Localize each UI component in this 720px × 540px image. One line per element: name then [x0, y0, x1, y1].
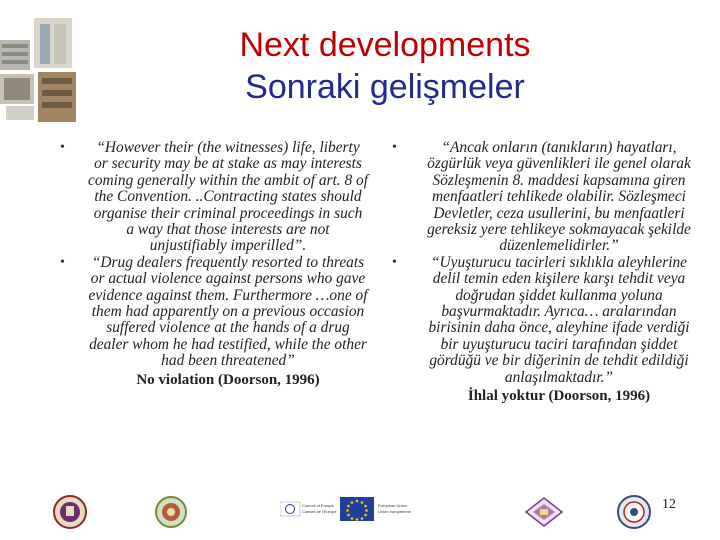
- english-quote-text: “Drug dealers frequently resorted to threats or actual violence against persons who gave evidence against them. Furthermore …one of them had apparently on a previous occasion suffered violence at the hands of a drug dealer whom he had testified, while the other had been threatened”: [88, 253, 368, 370]
- title-turkish: Sonraki gelişmeler: [245, 68, 525, 106]
- bullet-icon: •: [392, 140, 397, 155]
- turkish-column: [392, 139, 700, 405]
- police-emblem-icon: [616, 494, 652, 535]
- turkish-quote-text: “Uyuşturucu tacirleri sıklıkla aleyhlerine delil temin eden kişilere karşı tehdit veya doğrudan şiddet kullanma yoluna başvurmaktadır. Ayrıca… aralarından birisinin daha önce, aleyhine ifade verdiği bir uyuşturucu taciri tarafından şiddet gördüğü ve bir diğerinin de tehdit edildiği anlaşılmaktadır.”: [428, 253, 690, 386]
- title-english: Next developments: [239, 26, 531, 64]
- page-number: 12: [662, 497, 676, 512]
- bullet-icon: •: [60, 254, 65, 270]
- ministry-emblem-icon: [524, 496, 564, 533]
- slide-title: [150, 24, 620, 108]
- bullet-icon: •: [392, 254, 397, 270]
- english-quote-item: [60, 139, 368, 255]
- court-seal-icon: [154, 494, 188, 535]
- english-quote-item: [60, 253, 368, 388]
- english-verdict: No violation (Doorson, 1996): [136, 371, 320, 388]
- english-quote-text: “However their (the witnesses) life, liberty or security may be at stake as may interests coming generally within the ambit of art. 8 of the Convention. ..Contracting states should organise their criminal proceedings in such a way that those interests are not unjustifiably imperilled”.: [88, 139, 368, 255]
- coe-line2: Conseil de l'Europe: [302, 509, 337, 514]
- building-photo-collage: [0, 18, 78, 122]
- turkish-quote-item: [392, 253, 700, 405]
- turkish-quote-text: “Ancak onların (tanıkların) hayatları, özgürlük veya güvenlikleri ile genel olarak Sözleşmenin 8. maddesi kapsamına giren menfaatleri tehlikede olabilir. Sözleşmeci Devletler, ceza usullerini, bu menfaatleri gereksiz yere tehlikeye sokmayacak şekilde düzenlemelidirler.”: [427, 139, 691, 255]
- eu-line2: Union européenne: [378, 509, 411, 514]
- coe-line1: Council of Europe: [302, 503, 334, 508]
- european-union-flag-icon: [340, 494, 438, 529]
- eu-line1: European Union: [378, 503, 407, 508]
- english-column: [60, 139, 368, 388]
- turkish-quote-item: [392, 139, 700, 255]
- council-of-europe-flag-icon: [280, 494, 340, 529]
- university-seal-icon: [52, 494, 88, 535]
- turkish-verdict: İhlal yoktur (Doorson, 1996): [467, 388, 651, 405]
- bullet-icon: •: [60, 140, 65, 155]
